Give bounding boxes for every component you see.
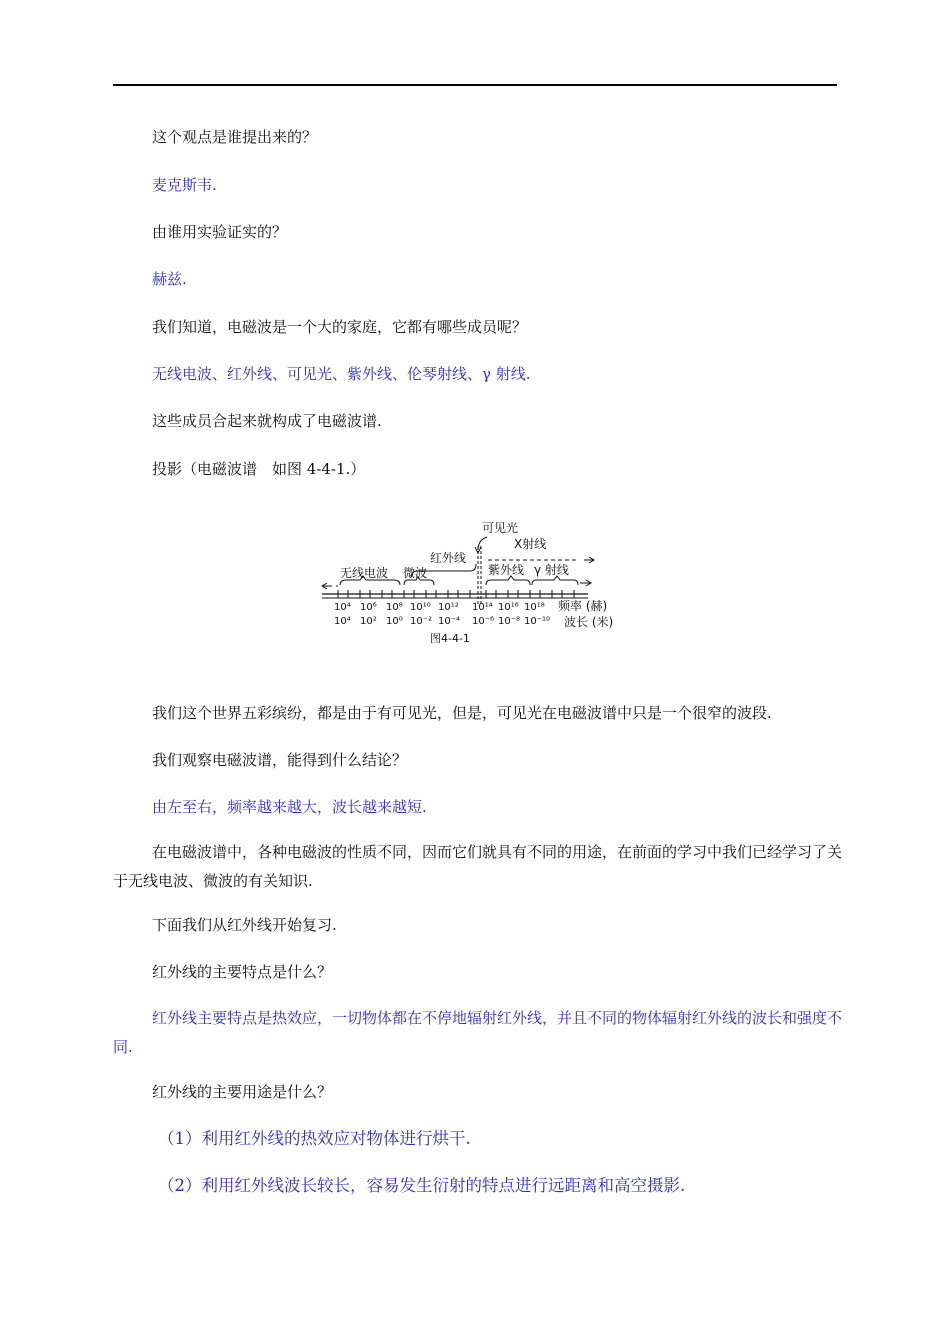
- em-spectrum-figure: [318, 516, 638, 650]
- freq-tick: 10⁴: [334, 602, 351, 613]
- statement-spectrum: 这些成员合起来就构成了电磁波谱.: [152, 412, 382, 430]
- answer-members: 无线电波、红外线、可见光、紫外线、伦琴射线、γ 射线.: [152, 365, 531, 383]
- freq-tick: 10⁶: [360, 602, 377, 613]
- wavelength-tick: 10⁻⁸: [498, 616, 521, 627]
- answer-conclusion: 由左至右，频率越来越大，波长越来越短.: [152, 798, 427, 816]
- answer-use-photography: （2）利用红外线波长较长，容易发生衍射的特点进行远距离和高空摄影.: [158, 1176, 686, 1195]
- infrared-label: 红外线: [430, 551, 467, 565]
- statement-review: 下面我们从红外线开始复习.: [152, 916, 337, 934]
- ultraviolet-label: 紫外线: [488, 563, 525, 577]
- figure-caption: 图4-4-1: [430, 632, 470, 645]
- visible-light-label: 可见光: [482, 521, 519, 535]
- wavelength-tick: 10⁻⁴: [438, 616, 461, 627]
- xray-label: X射线: [514, 537, 547, 551]
- freq-tick: 10¹⁸: [524, 602, 545, 613]
- wavelength-tick: 10⁴: [334, 616, 351, 627]
- wavelength-tick: 10⁰: [386, 616, 403, 627]
- freq-tick: 10¹⁴: [472, 602, 493, 613]
- header-rule: [113, 84, 837, 86]
- wavelength-tick: 10²: [360, 616, 377, 627]
- freq-tick: 10¹⁰: [410, 602, 431, 613]
- gamma-label: γ 射线: [534, 563, 569, 577]
- question-experiment: 由谁用实验证实的？: [152, 223, 288, 241]
- freq-tick: 10¹⁶: [498, 602, 519, 613]
- freq-tick: 10¹²: [438, 602, 459, 613]
- wavelength-label: 波长 (米): [564, 615, 614, 629]
- radio-label: 无线电波: [340, 566, 389, 580]
- wavelength-tick: 10⁻⁶: [472, 616, 495, 627]
- microwave-label: 微波: [403, 566, 428, 580]
- statement-projection: 投影（电磁波谱 如图 4-4-1.）: [152, 460, 366, 478]
- frequency-label: 频率 (赫): [558, 599, 608, 613]
- answer-use-drying: （1）利用红外线的热效应对物体进行烘干.: [158, 1129, 471, 1148]
- freq-tick: 10⁸: [386, 602, 403, 613]
- statement-visible-light: 我们这个世界五彩缤纷，都是由于有可见光，但是，可见光在电磁波谱中只是一个很窄的波段.: [152, 704, 772, 722]
- question-conclusion: 我们观察电磁波谱，能得到什么结论？: [152, 751, 408, 769]
- answer-hertz: 赫兹.: [152, 270, 187, 288]
- question-family: 我们知道，电磁波是一个大的家庭，它都有哪些成员呢？: [152, 318, 528, 336]
- statement-properties: 在电磁波谱中，各种电磁波的性质不同，因而它们就具有不同的用途，在前面的学习中我们已经学习了关于无线电波、微波的有关知识.: [113, 843, 843, 890]
- question-infrared-feature: 红外线的主要特点是什么？: [152, 963, 333, 981]
- question-infrared-use: 红外线的主要用途是什么？: [152, 1083, 333, 1101]
- answer-infrared-feature: 红外线主要特点是热效应，一切物体都在不停地辐射红外线，并且不同的物体辐射红外线的波长和强度不同.: [113, 1009, 843, 1056]
- answer-maxwell: 麦克斯韦.: [152, 176, 217, 194]
- wavelength-tick: 10⁻²: [410, 616, 433, 627]
- wavelength-tick: 10⁻¹⁰: [524, 616, 551, 627]
- question-proposer: 这个观点是谁提出来的？: [152, 128, 318, 146]
